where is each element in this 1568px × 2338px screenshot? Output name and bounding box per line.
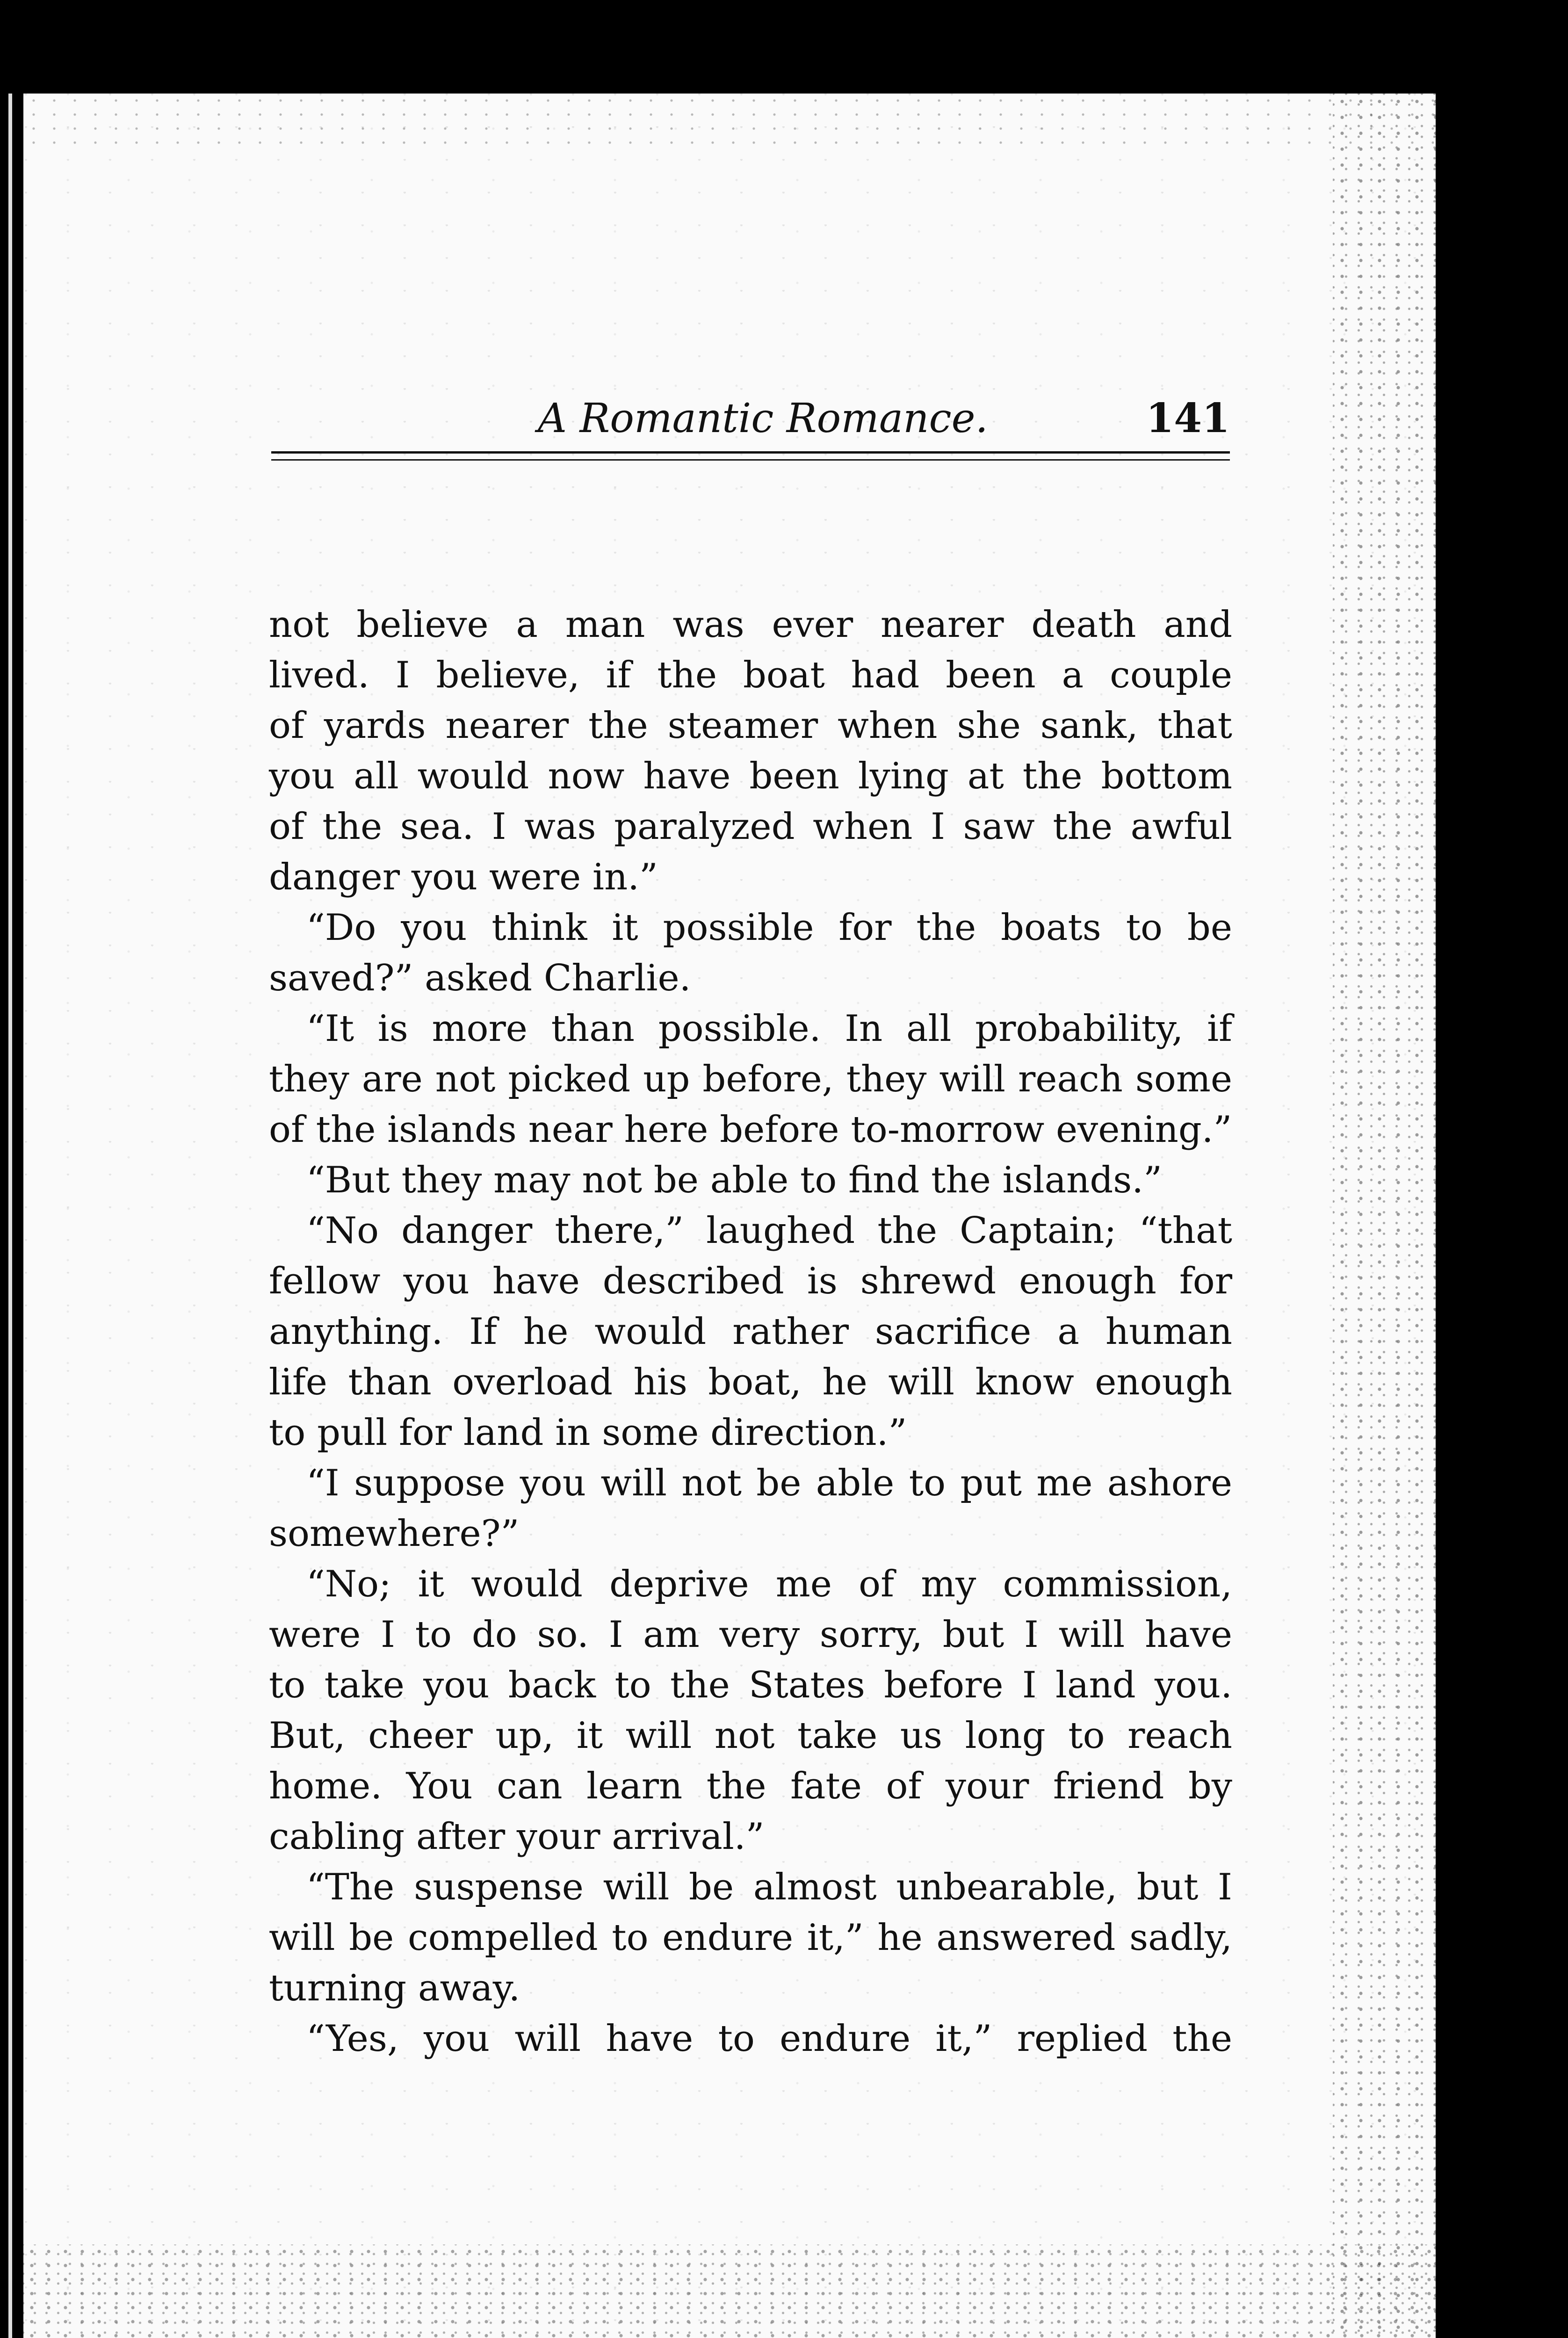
scan-noise-right bbox=[1333, 94, 1436, 2338]
text-line: they are not picked up before, they will reach some bbox=[269, 1058, 1232, 1100]
text-line: life than overload his boat, he will know enough bbox=[269, 1361, 1232, 1403]
page-binding-edge bbox=[0, 94, 23, 2338]
text-line: danger you were in.” bbox=[269, 856, 658, 898]
text-line: “I suppose you will not be able to put me ashore bbox=[306, 1462, 1232, 1504]
text-line: to take you back to the States before I land you. bbox=[269, 1664, 1232, 1706]
text-line: “Yes, you will have to endure it,” replied the bbox=[306, 2018, 1232, 2060]
page-header bbox=[271, 393, 1230, 444]
header-double-rule bbox=[271, 451, 1230, 461]
text-line: fellow you have described is shrewd enough for bbox=[269, 1260, 1232, 1302]
text-line: But, cheer up, it will not take us long to reach bbox=[269, 1715, 1232, 1757]
scan-noise-bottom bbox=[23, 2244, 1436, 2338]
text-line: home. You can learn the fate of your friend by bbox=[269, 1765, 1232, 1807]
running-title: A Romantic Romance. bbox=[538, 395, 988, 442]
text-line: “The suspense will be almost unbearable, but I bbox=[306, 1866, 1232, 1908]
text-line: “Do you think it possible for the boats to be bbox=[306, 907, 1232, 949]
text-line: “No; it would deprive me of my commission, bbox=[306, 1563, 1232, 1605]
text-line: of the islands near here before to-morrow evening.” bbox=[269, 1109, 1232, 1151]
text-line: anything. If he would rather sacrifice a human bbox=[269, 1311, 1232, 1353]
body-text bbox=[269, 599, 1232, 2064]
text-line: of the sea. I was paralyzed when I saw the awful bbox=[269, 806, 1232, 848]
text-line: turning away. bbox=[269, 1967, 520, 2009]
text-line: saved?” asked Charlie. bbox=[269, 957, 691, 999]
text-line: not believe a man was ever nearer death and bbox=[269, 604, 1232, 646]
text-line: lived. I believe, if the boat had been a couple bbox=[269, 654, 1232, 696]
text-line: to pull for land in some direction.” bbox=[269, 1412, 907, 1454]
scan-noise-top bbox=[23, 94, 1436, 150]
text-line: “But they may not be able to find the islands.” bbox=[306, 1159, 1162, 1201]
text-line: will be compelled to endure it,” he answered sadly, bbox=[269, 1917, 1232, 1959]
text-line: you all would now have been lying at the bottom bbox=[269, 755, 1232, 797]
text-line: cabling after your arrival.” bbox=[269, 1816, 765, 1858]
text-line: of yards nearer the steamer when she sank, that bbox=[269, 705, 1232, 747]
text-line: “No danger there,” laughed the Captain; “that bbox=[306, 1210, 1232, 1252]
text-line: “It is more than possible. In all probability, if bbox=[306, 1008, 1232, 1050]
book-page bbox=[23, 94, 1436, 2338]
page-number: 141 bbox=[1146, 395, 1230, 442]
text-line: somewhere?” bbox=[269, 1513, 520, 1555]
text-line: were I to do so. I am very sorry, but I will have bbox=[269, 1614, 1232, 1656]
